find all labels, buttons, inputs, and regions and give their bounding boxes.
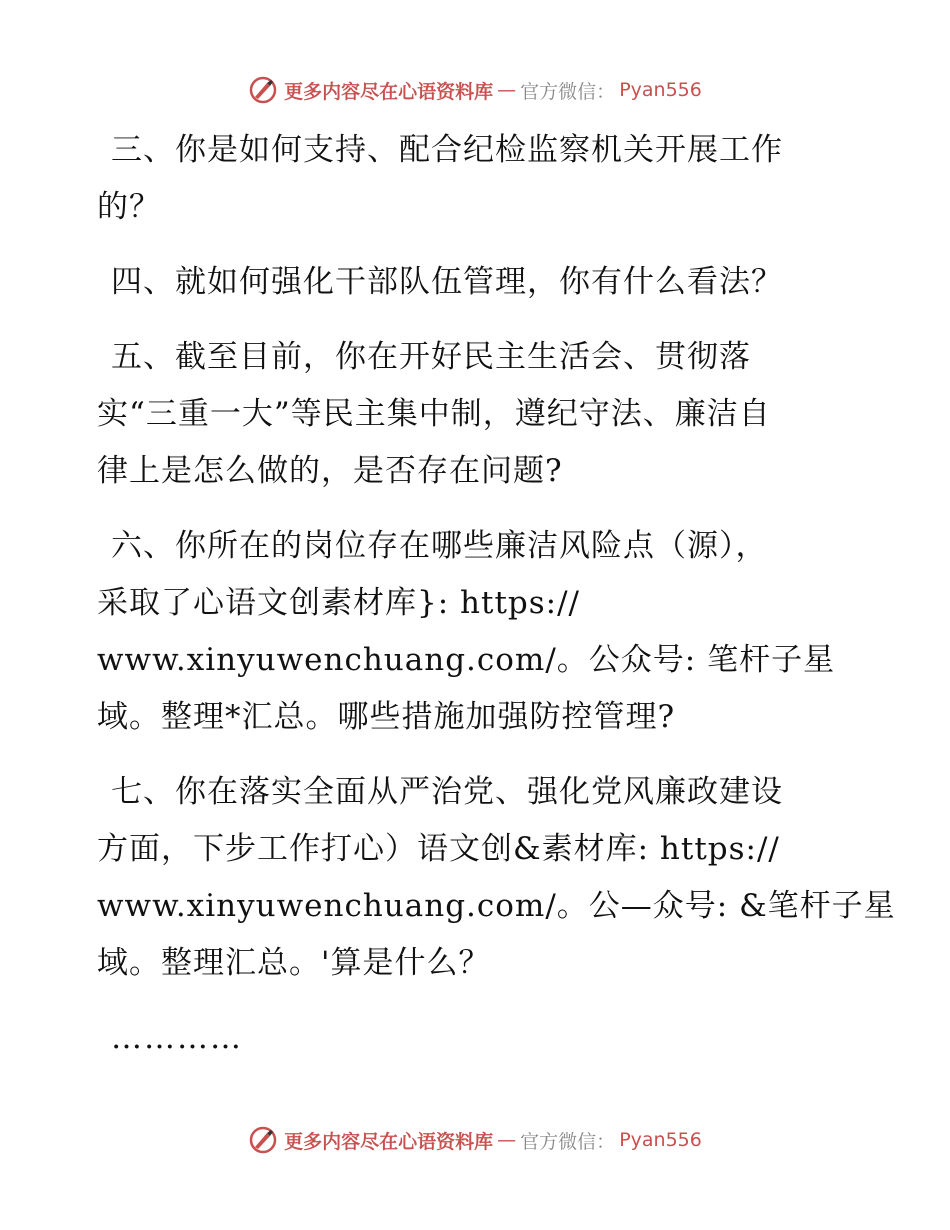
paragraph-line: 五、截至目前，你在开好民主生活会、贯彻落	[111, 339, 751, 375]
header-watermark-banner	[0, 70, 950, 110]
question-paragraph	[97, 518, 857, 746]
question-paragraph	[97, 764, 896, 992]
pen-logo-icon	[248, 75, 278, 105]
paragraph-line: 六、你所在的岗位存在哪些廉洁风险点（源），	[111, 528, 768, 564]
paragraph-line: 七、你在落实全面从严治党、强化党风廉政建设	[111, 774, 783, 810]
question-paragraph	[97, 122, 857, 236]
banner-brand-text: 更多内容尽在心语资料库	[284, 1130, 494, 1153]
ellipsis-text: …………	[111, 1020, 243, 1056]
paragraph-line: 律上是怎么做的，是否存在问题?	[97, 453, 563, 489]
footer-watermark-banner	[0, 1120, 950, 1160]
paragraph-line: 方面，下步工作打心）语文创&素材库: https://	[97, 831, 780, 867]
paragraph-line: 实“三重一大”等民主集中制，遵纪守法、廉洁自	[97, 396, 771, 432]
paragraph-line: www.xinyuwenchuang.com/。公众号: 笔杆子星	[97, 642, 836, 678]
banner-official-label: 官方微信：	[520, 1130, 616, 1153]
pen-logo-icon	[248, 1125, 278, 1155]
paragraph-line: 采取了心语文创素材库}: https://	[97, 585, 580, 621]
document-body	[97, 122, 896, 1067]
question-paragraph	[97, 254, 857, 311]
banner-wechat-id: Pyan556	[619, 1129, 702, 1151]
banner-wechat-id: Pyan556	[619, 79, 702, 101]
banner-dash: —	[497, 1129, 517, 1151]
banner-dash: —	[497, 79, 517, 101]
paragraph-line: 的？	[97, 189, 161, 225]
paragraph-line: 域。整理*汇总。哪些措施加强防控管理?	[97, 699, 676, 735]
banner-brand-text: 更多内容尽在心语资料库	[284, 80, 494, 103]
banner-official-label: 官方微信：	[520, 80, 616, 103]
paragraph-line: 四、就如何强化干部队伍管理，你有什么看法？	[111, 264, 783, 300]
question-paragraph	[97, 329, 857, 500]
paragraph-line: www.xinyuwenchuang.com/。公—众号: &笔杆子星	[97, 888, 896, 924]
paragraph-line: 三、你是如何支持、配合纪检监察机关开展工作	[111, 132, 783, 168]
paragraph-line: 域。整理汇总。'算是什么？	[97, 945, 491, 981]
